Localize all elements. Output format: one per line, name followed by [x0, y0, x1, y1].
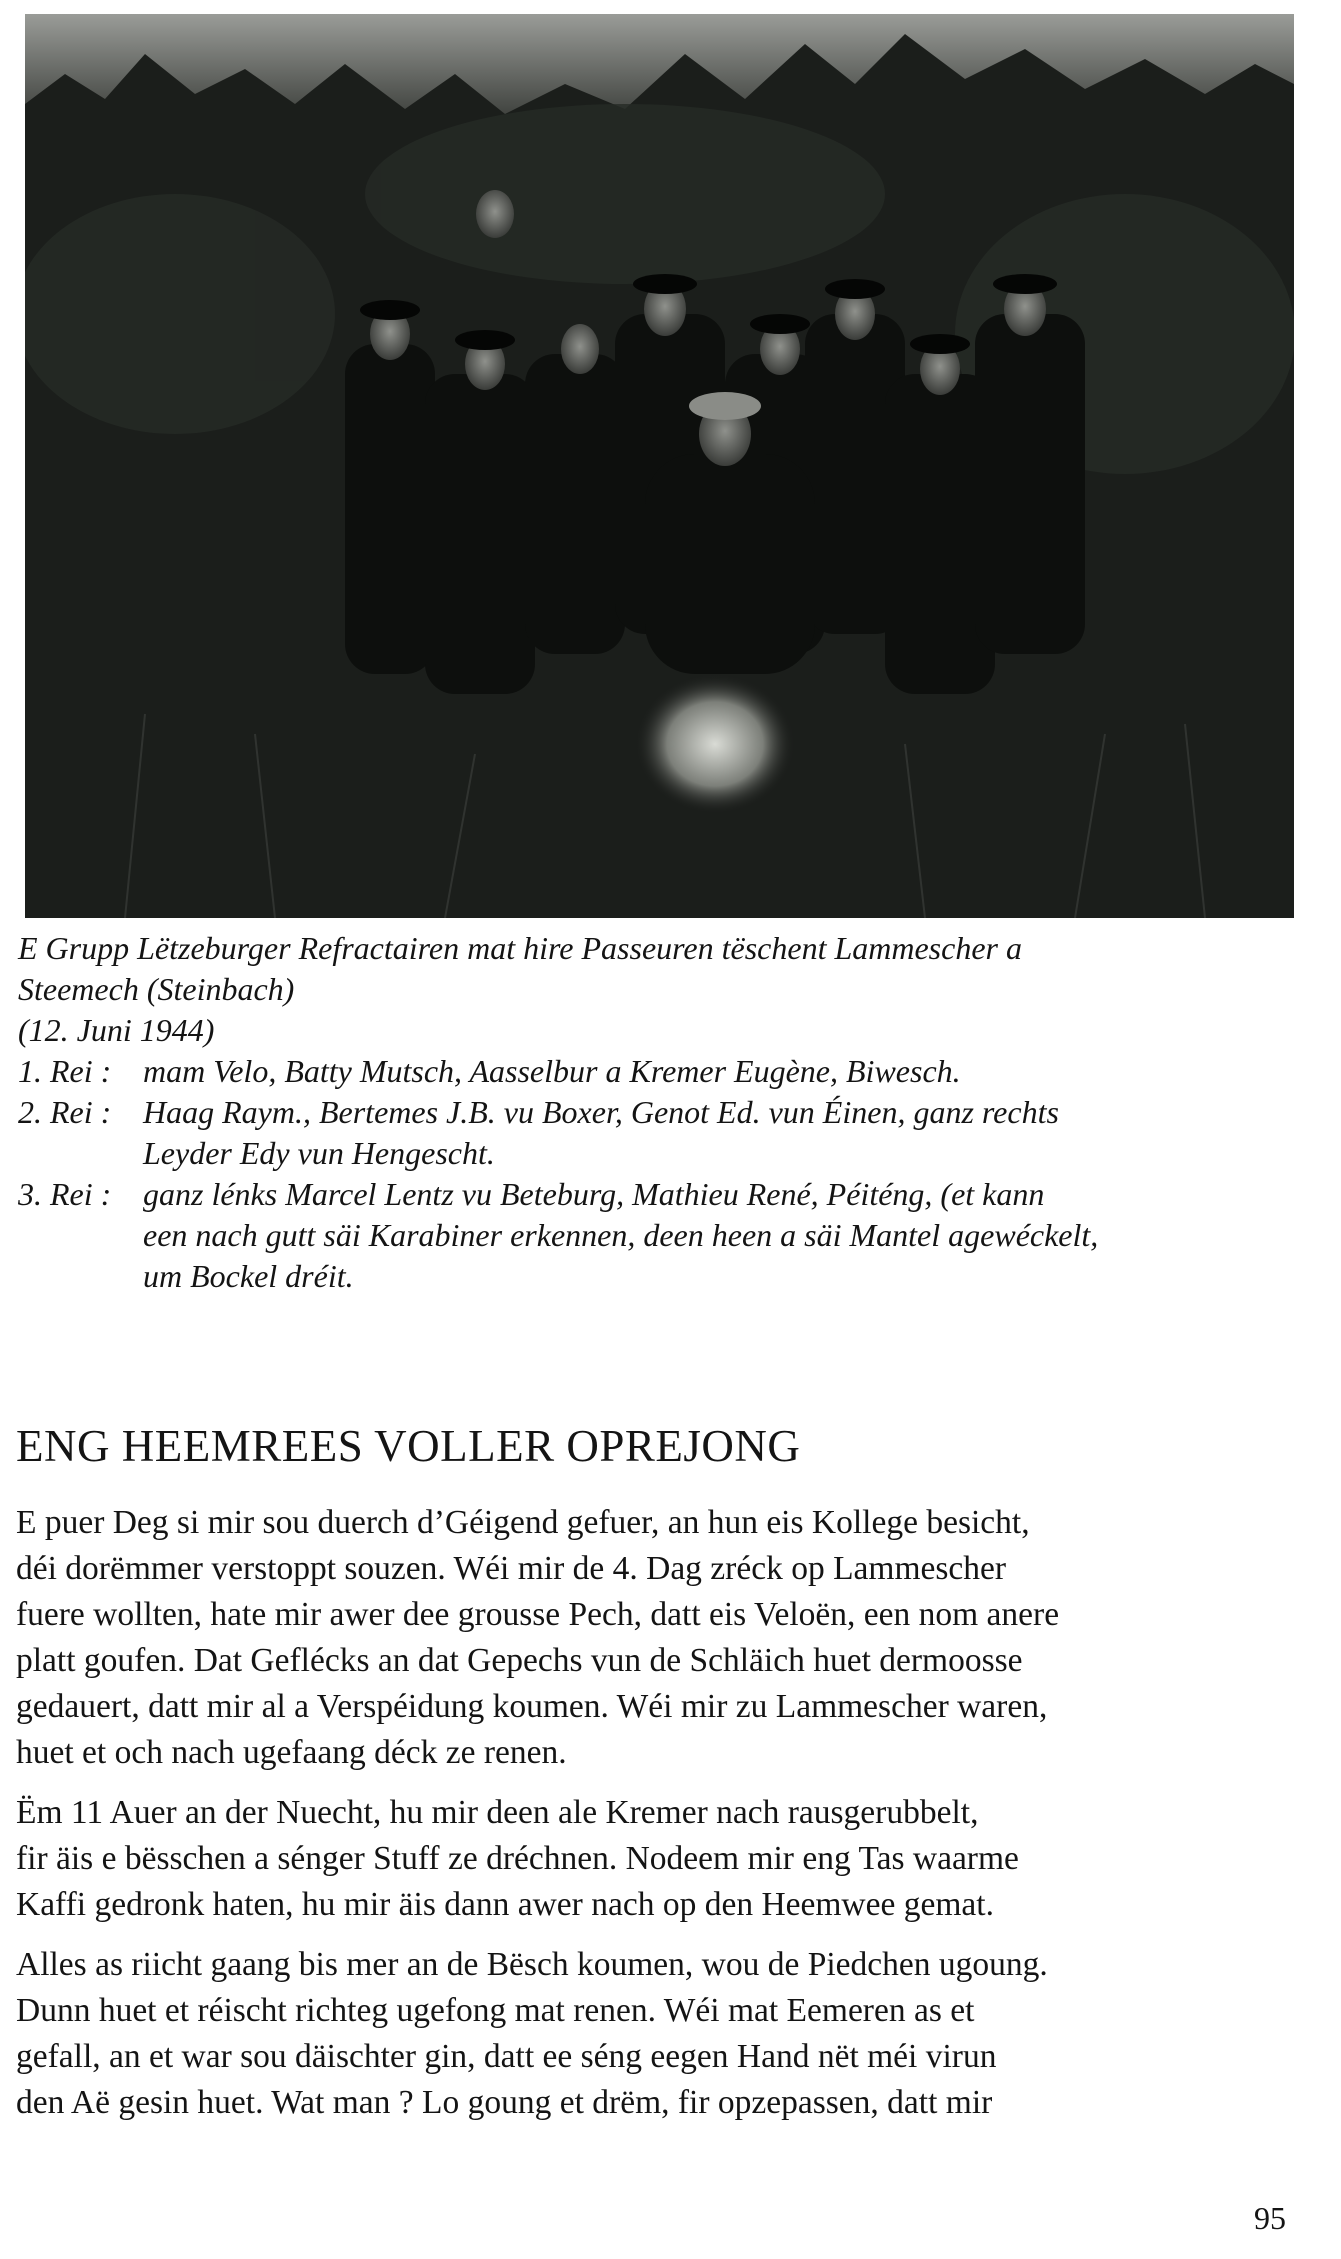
text-line: gefall, an et war sou däischter gin, datt ee séng eegen Hand nët méi virun [16, 2038, 997, 2075]
text-line: gedauert, datt mir al a Verspéidung koumen. Wéi mir zu Lammescher waren, [16, 1688, 1048, 1725]
text-line: den Aë gesin huet. Wat man ? Lo goung et drëm, fir opzepassen, datt mir [16, 2084, 993, 2121]
page-number: 95 [1254, 2200, 1286, 2236]
text-line: fir äis e bësschen a sénger Stuff ze dréchnen. Nodeem mir eng Tas waarme [16, 1840, 1019, 1877]
photo-caption [18, 928, 1308, 1297]
caption-row-text: een nach gutt säi Karabiner erkennen, deen heen a säi Mantel agewéckelt, [143, 1217, 1099, 1253]
text-line: Alles as riicht gaang bis mer an de Bësch koumen, wou de Piedchen ugoung. [16, 1946, 1048, 1983]
caption-row-text: mam Velo, Batty Mutsch, Aasselbur a Kremer Eugène, Biwesch. [143, 1053, 961, 1089]
caption-row-key: 1. Rei : [18, 1053, 112, 1089]
caption-row-key: 2. Rei : [18, 1094, 112, 1130]
caption-row [18, 1051, 1308, 1092]
paragraph [16, 1790, 1286, 1928]
text-line: Dunn huet et réischt richteg ugefong mat renen. Wéi mat Eemeren as et [16, 1992, 975, 2029]
caption-row-key: 3. Rei : [18, 1176, 112, 1212]
body-text [16, 1500, 1286, 2140]
caption-row [18, 1174, 1308, 1215]
section-heading: ENG HEEMREES VOLLER OPREJONG [16, 1421, 801, 1471]
text-line: E puer Deg si mir sou duerch d’Géigend gefuer, an hun eis Kollege besicht, [16, 1504, 1030, 1541]
caption-date: (12. Juni 1944) [18, 1012, 215, 1048]
paragraph [16, 1942, 1286, 2126]
group-photo-image [25, 14, 1294, 918]
text-line: Kaffi gedronk haten, hu mir äis dann awer nach op den Heemwee gemat. [16, 1886, 994, 1923]
caption-row [18, 1092, 1308, 1133]
caption-row-text: Leyder Edy vun Hengescht. [143, 1135, 495, 1171]
caption-row-text: Haag Raym., Bertemes J.B. vu Boxer, Genot Ed. vun Éinen, ganz rechts [143, 1094, 1059, 1130]
caption-line: E Grupp Lëtzeburger Refractairen mat hire Passeuren tëschent Lammescher a [18, 930, 1022, 966]
text-line: Ëm 11 Auer an der Nuecht, hu mir deen ale Kremer nach rausgerubbelt, [16, 1794, 979, 1831]
text-line: platt goufen. Dat Geflécks an dat Gepechs vun de Schläich huet dermoosse [16, 1642, 1023, 1679]
caption-row-text: ganz lénks Marcel Lentz vu Beteburg, Mathieu René, Péiténg, (et kann [143, 1176, 1045, 1212]
paragraph [16, 1500, 1286, 1776]
text-line: fuere wollten, hate mir awer dee grousse Pech, datt eis Veloën, een nom anere [16, 1596, 1060, 1633]
text-line: déi dorëmmer verstoppt souzen. Wéi mir de 4. Dag zréck op Lammescher [16, 1550, 1007, 1587]
text-line: huet et och nach ugefaang déck ze renen. [16, 1734, 567, 1771]
caption-line: Steemech (Steinbach) [18, 971, 295, 1007]
caption-row-text: um Bockel dréit. [143, 1258, 354, 1294]
